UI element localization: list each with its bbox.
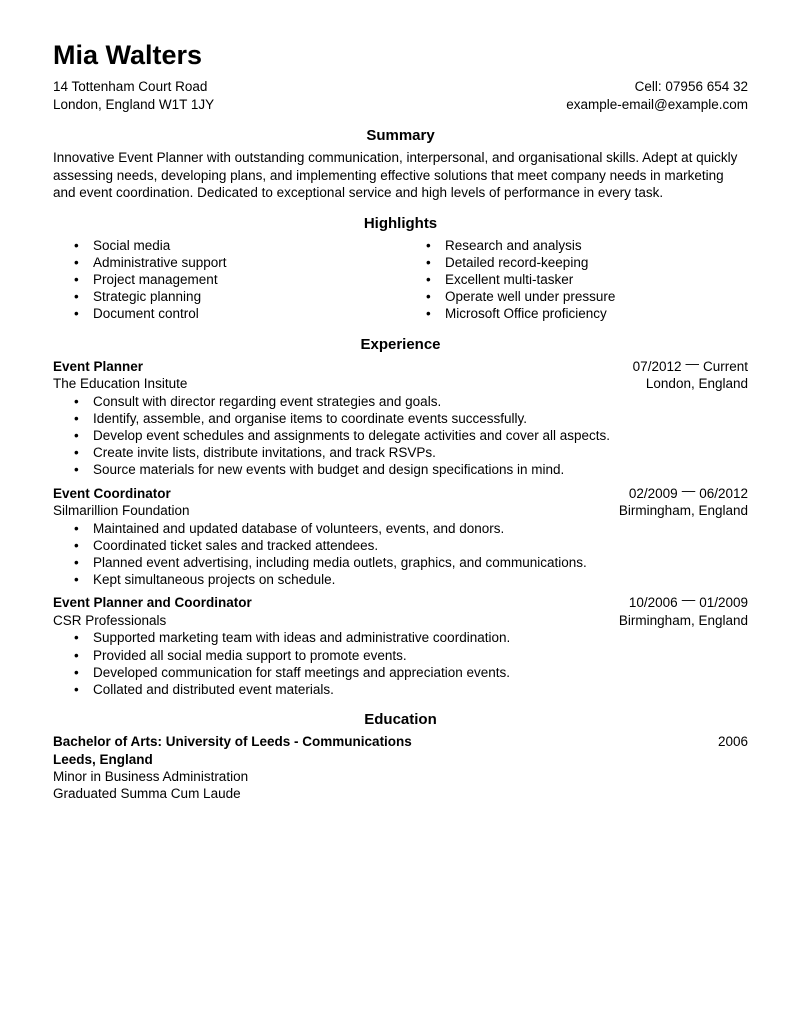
- highlights-list-left: [53, 237, 405, 323]
- job-location: Birmingham, England: [618, 503, 748, 519]
- job-bullet: • Source materials for new events with budget and design specifications in mind.: [53, 461, 748, 478]
- job-location: Birmingham, England: [618, 612, 748, 628]
- person-name: Mia Walters: [53, 40, 203, 70]
- address-line-2: London, England W1T 1JY: [53, 97, 215, 112]
- job-bullet: • Coordinated ticket sales and tracked attendees.: [53, 537, 748, 554]
- highlights-heading: Highlights: [363, 214, 438, 232]
- education-heading: Education: [364, 711, 437, 729]
- job-bullet: • Collated and distributed event materials.: [53, 681, 748, 698]
- email-address: example-email@example.com: [566, 97, 748, 112]
- dates-dash: —: [685, 355, 699, 371]
- job-bullet: • Developed communication for staff meetings and appreciation events.: [53, 664, 748, 681]
- job-bullets: [53, 520, 748, 589]
- job-title-row: [53, 355, 748, 376]
- date-end: Current: [702, 358, 748, 374]
- highlight-item: • Project management: [53, 271, 405, 288]
- experience-heading: Experience: [360, 335, 441, 353]
- job-company: Silmarillion Foundation: [53, 503, 190, 519]
- job-title-row: [53, 482, 748, 503]
- job-bullet: • Kept simultaneous projects on schedule.: [53, 571, 748, 588]
- job-title: Event Planner and Coordinator: [53, 595, 252, 611]
- summary-text: Innovative Event Planner with outstanding communication, interpersonal, and organisational skills. Adept at quickly assessing needs, developing plans, and implementing effective solutions that meet company needs in marketing and event coordination. Dedicated to exceptional service and high levels of performance in every task.: [53, 150, 738, 200]
- highlight-item: • Excellent multi-tasker: [405, 271, 748, 288]
- job-bullet: • Identify, assemble, and organise items to coordinate events successfully.: [53, 410, 748, 427]
- date-start: 10/2006: [628, 595, 678, 611]
- job-bullet: • Planned event advertising, including media outlets, graphics, and communications.: [53, 554, 748, 571]
- job-entry: [53, 482, 748, 589]
- job-location: London, England: [645, 376, 748, 392]
- highlight-item: • Social media: [53, 237, 405, 254]
- job-company: CSR Professionals: [53, 612, 167, 628]
- date-end: 06/2012: [699, 485, 748, 501]
- highlights-list-right: [405, 237, 748, 323]
- job-entry: [53, 355, 748, 479]
- contact-header: [53, 78, 748, 114]
- job-company-row: [53, 375, 748, 393]
- highlight-item: • Document control: [53, 305, 405, 322]
- job-bullets: [53, 393, 748, 479]
- job-bullets: [53, 629, 748, 698]
- job-bullet: • Provided all social media support to promote events.: [53, 647, 748, 664]
- contact-block: [566, 78, 748, 114]
- job-entry: [53, 594, 748, 698]
- job-company-row: [53, 612, 748, 630]
- job-title-row: [53, 594, 748, 612]
- address-block: [53, 78, 214, 114]
- highlight-item: • Detailed record-keeping: [405, 254, 748, 271]
- job-bullet: • Develop event schedules and assignments to delegate activities and cover all aspects.: [53, 427, 748, 444]
- job-dates: [632, 355, 748, 376]
- highlight-item: • Strategic planning: [53, 288, 405, 305]
- highlight-item: • Research and analysis: [405, 237, 748, 254]
- job-company: The Education Insitute: [53, 376, 188, 392]
- education-detail: Minor in Business Administration: [53, 769, 249, 785]
- job-bullet: • Maintained and updated database of volunteers, events, and donors.: [53, 520, 748, 537]
- education-degree-row: [53, 733, 748, 751]
- highlights-columns: [53, 237, 748, 323]
- education-location: Leeds, England: [53, 751, 153, 767]
- job-bullet: • Create invite lists, distribute invitations, and track RSVPs.: [53, 444, 748, 461]
- highlight-item: • Microsoft Office proficiency: [405, 305, 748, 322]
- education-detail: Graduated Summa Cum Laude: [53, 786, 241, 802]
- job-dates: [628, 482, 748, 503]
- job-title: Event Coordinator: [53, 485, 171, 501]
- highlight-item: • Administrative support: [53, 254, 405, 271]
- education-year: 2006: [717, 734, 748, 750]
- phone-number: Cell: 07956 654 32: [634, 79, 748, 94]
- job-company-row: [53, 502, 748, 520]
- date-start: 02/2009: [628, 485, 678, 501]
- job-bullet: • Supported marketing team with ideas and administrative coordination.: [53, 629, 748, 646]
- date-start: 07/2012: [632, 358, 682, 374]
- job-dates: [629, 594, 748, 612]
- job-bullet: • Consult with director regarding event strategies and goals.: [53, 393, 748, 410]
- date-end: 01/2009: [699, 595, 748, 611]
- job-title: Event Planner: [53, 358, 144, 374]
- address-line-1: 14 Tottenham Court Road: [53, 79, 208, 94]
- education-degree: Bachelor of Arts: University of Leeds - Communications: [53, 734, 412, 750]
- summary-heading: Summary: [366, 127, 435, 144]
- dates-dash: —: [681, 592, 696, 608]
- highlight-item: • Operate well under pressure: [405, 288, 748, 305]
- dates-dash: —: [681, 482, 696, 498]
